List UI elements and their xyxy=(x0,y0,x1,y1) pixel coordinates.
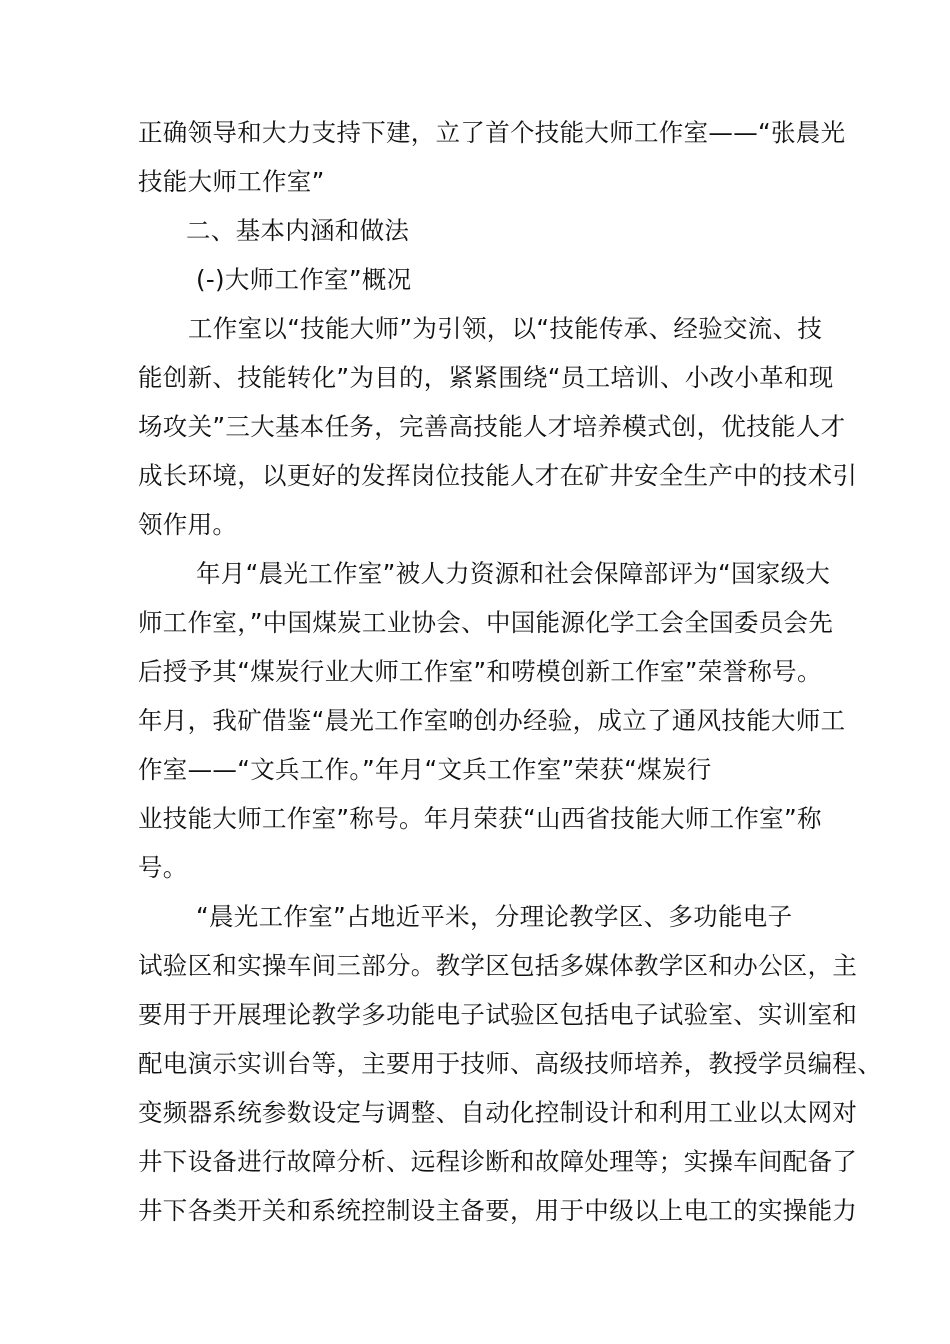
text-line: 师工作室，”中国煤炭工业协会、中国能源化学工会全国委员会先 xyxy=(138,608,834,637)
text-line: 场攻关”三大基本任务，完善高技能人才培养模式创，优技能人才 xyxy=(138,412,846,441)
text-line: 业技能大师工作室”称号。年月荣获“山西省技能大师工作室”称 xyxy=(138,804,822,833)
text-line: 领作用。 xyxy=(138,510,238,539)
text-line: 井下设备进行故障分析、远程诊断和故障处理等；实操车间配备了 xyxy=(138,1147,858,1176)
text-line: 要用于开展理论教学多功能电子试验区包括电子试验室、实训室和 xyxy=(138,1000,858,1029)
text-line: 后授予其“煤炭行业大师工作室”和唠模创新工作室”荣誉称号。 xyxy=(138,657,822,686)
text-line: 能创新、技能转化”为目的，紧紧围绕“员工培训、小改小革和现 xyxy=(138,363,834,392)
subsection-heading: (-)大师工作室”概况 xyxy=(196,265,412,294)
text-line: 技能大师工作室” xyxy=(138,167,325,196)
text-line: 作室——“文兵工作。”年月“文兵工作室”荣获“煤炭行 xyxy=(138,755,712,784)
paragraph-first-line: 工作室以“技能大师”为引领，以“技能传承、经验交流、技 xyxy=(188,314,823,343)
text-line: 年月，我矿借鉴“晨光工作室啲创办经验，成立了通风技能大师工 xyxy=(138,706,846,735)
text-line: 正确领导和大力支持下建，立了首个技能大师工作室——“张晨光 xyxy=(138,118,846,147)
text-line: 成长环境，以更好的发挥岗位技能人才在矿井安全生产中的技术引 xyxy=(138,461,858,490)
text-line: 变频器系统参数设定与调整、自动化控制设计和利用工业以太网对 xyxy=(138,1098,858,1127)
text-line: 试验区和实操车间三部分。教学区包括多媒体教学区和办公区，主 xyxy=(138,951,858,980)
text-line: 号。 xyxy=(138,853,188,882)
paragraph-first-line: “晨光工作室”占地近平米，分理论教学区、多功能电子 xyxy=(196,902,793,931)
paragraph-first-line: 年月“晨光工作室”被人力资源和社会保障部评为“国家级大 xyxy=(196,559,831,588)
text-line: 配电演示实训台等，主要用于技师、高级技师培养，教授学员编程、 xyxy=(138,1049,882,1078)
text-line: 井下各类开关和系统控制设主备要，用于中级以上电工的实操能力 xyxy=(138,1196,858,1225)
section-heading: 二、基本内涵和做法 xyxy=(186,216,410,245)
